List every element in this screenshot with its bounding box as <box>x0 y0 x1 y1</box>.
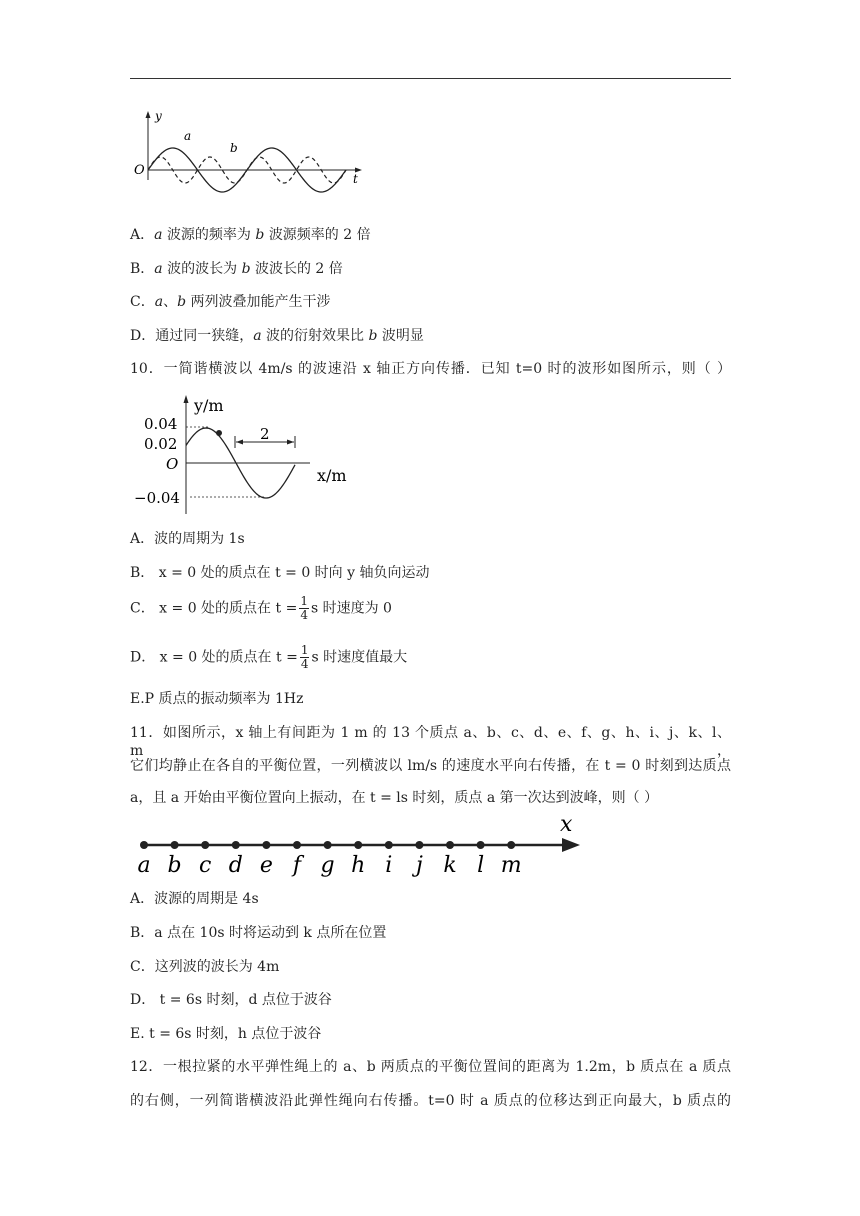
q10-tick-002: 0.02 <box>144 435 178 453</box>
q12-stem-line1: 12．一根拉紧的水平弹性绳上的 a、b 两质点的平衡位置间的距离为 1.2m，b 质点在 a 质点 <box>130 1059 731 1075</box>
q10-span-label: 2 <box>260 425 270 443</box>
point-a-label: a <box>137 853 151 878</box>
q10-c-fraction: $\frac{1}{4}$ <box>300 594 308 622</box>
q11-point-axis <box>130 812 590 882</box>
q11-stem-line3: a，且 a 开始由平衡位置向上振动，在 t = ls 时刻，质点 a 第一次达到波峰，则（ ） <box>130 790 659 806</box>
q10-option-e: E.P 质点的振动频率为 1Hz <box>130 691 304 707</box>
q9-option-b: B．a 波的波长为 b 波波长的 2 倍 <box>130 261 343 277</box>
q11-option-d: D． t = 6s 时刻，d 点位于波谷 <box>130 992 332 1008</box>
point-k-label: k <box>443 853 457 878</box>
point-f-label: f <box>292 853 302 878</box>
q9-wave-graph <box>130 108 370 188</box>
q10-option-b: B． x = 0 处的质点在 t = 0 时向 y 轴负向运动 <box>130 565 430 581</box>
point-a-dot <box>140 841 148 849</box>
q10-option-c: C． x = 0 处的质点在 t = $\frac{1}{4}$ s 时速度为 0 <box>130 594 392 622</box>
wave-b-label: b <box>230 141 238 155</box>
wave-a-label: a <box>184 129 192 143</box>
q10-stem: 10．一简谐横波以 4m/s 的波速沿 x 轴正方向传播．已知 t=0 时的波形如图所示，则（ ） <box>130 361 731 377</box>
q10-x-label: x/m <box>317 466 347 485</box>
q10-y-arrow <box>184 395 189 403</box>
point-b-label: b <box>167 853 182 878</box>
point-j-dot <box>415 841 423 849</box>
point-d-label: d <box>228 853 243 878</box>
header-rule <box>130 78 731 79</box>
point-i-label: i <box>385 853 393 878</box>
point-b-dot <box>171 841 179 849</box>
q10-tick-neg004: −0.04 <box>134 489 180 507</box>
q9-option-c: C．a、b 两列波叠加能产生干涉 <box>130 294 331 310</box>
q10-option-a: A．波的周期为 1s <box>130 531 245 547</box>
point-c-dot <box>201 841 209 849</box>
q11-option-b: B．a 点在 10s 时将运动到 k 点所在位置 <box>130 925 387 941</box>
point-h-dot <box>354 841 362 849</box>
q10-origin-label: O <box>166 455 179 473</box>
q10-span-arrow-right <box>287 440 294 445</box>
point-d-dot <box>232 841 240 849</box>
q11-axis-arrow <box>562 838 580 852</box>
point-e-dot <box>262 841 270 849</box>
q9-y-arrow <box>146 111 151 118</box>
q9-y-label: y <box>155 109 162 123</box>
point-h-label: h <box>351 853 366 878</box>
q11-option-c: C．这列波的波长为 4m <box>130 959 280 975</box>
q10-wave-graph <box>130 392 360 517</box>
q10-tick-004: 0.04 <box>144 415 178 433</box>
point-l-label: l <box>477 853 485 878</box>
q11-stem-line1: 11．如图所示，x 轴上有间距为 1 m 的 13 个质点 a、b、c、d、e、f、g、h、i、j、k、l、m， <box>130 725 731 759</box>
point-j-label: j <box>415 853 423 878</box>
q10-y-label: y/m <box>194 396 224 415</box>
q11-option-e: E. t = 6s 时刻，h 点位于波谷 <box>130 1026 322 1042</box>
q10-span-arrow-left <box>236 440 243 445</box>
q10-option-d: D． x = 0 处的质点在 t = $\frac{1}{4}$ s 时速度值最大 <box>130 643 408 671</box>
point-l-dot <box>477 841 485 849</box>
point-e-label: e <box>259 853 273 878</box>
point-g-dot <box>324 841 332 849</box>
q9-origin-label: O <box>134 163 145 178</box>
point-i-dot <box>385 841 393 849</box>
q11-axis-label: x <box>560 812 573 837</box>
q12-stem-line2: 的右侧，一列简谐横波沿此弹性绳向右传播。t=0 时 a 质点的位移达到正向最大，b 质点的 <box>130 1093 731 1109</box>
q10-d-fraction: $\frac{1}{4}$ <box>300 643 309 671</box>
point-k-dot <box>446 841 454 849</box>
q9-t-label: t <box>353 172 358 186</box>
q9-option-a: A．a 波源的频率为 b 波源频率的 2 倍 <box>130 227 371 243</box>
q9-option-d: D．通过同一狭缝，a 波的衍射效果比 b 波明显 <box>130 328 424 344</box>
point-c-label: c <box>199 853 212 878</box>
q11-stem-line2: 它们均静止在各自的平衡位置，一列横波以 lm/s 的速度水平向右传播，在 t = 0 时刻到达质点 <box>130 758 731 774</box>
point-m-dot <box>507 841 515 849</box>
q11-option-a: A．波源的周期是 4s <box>130 891 259 907</box>
point-f-dot <box>293 841 301 849</box>
point-g-label: g <box>320 853 335 878</box>
point-p-dot <box>216 430 222 436</box>
point-m-label: m <box>500 853 522 878</box>
